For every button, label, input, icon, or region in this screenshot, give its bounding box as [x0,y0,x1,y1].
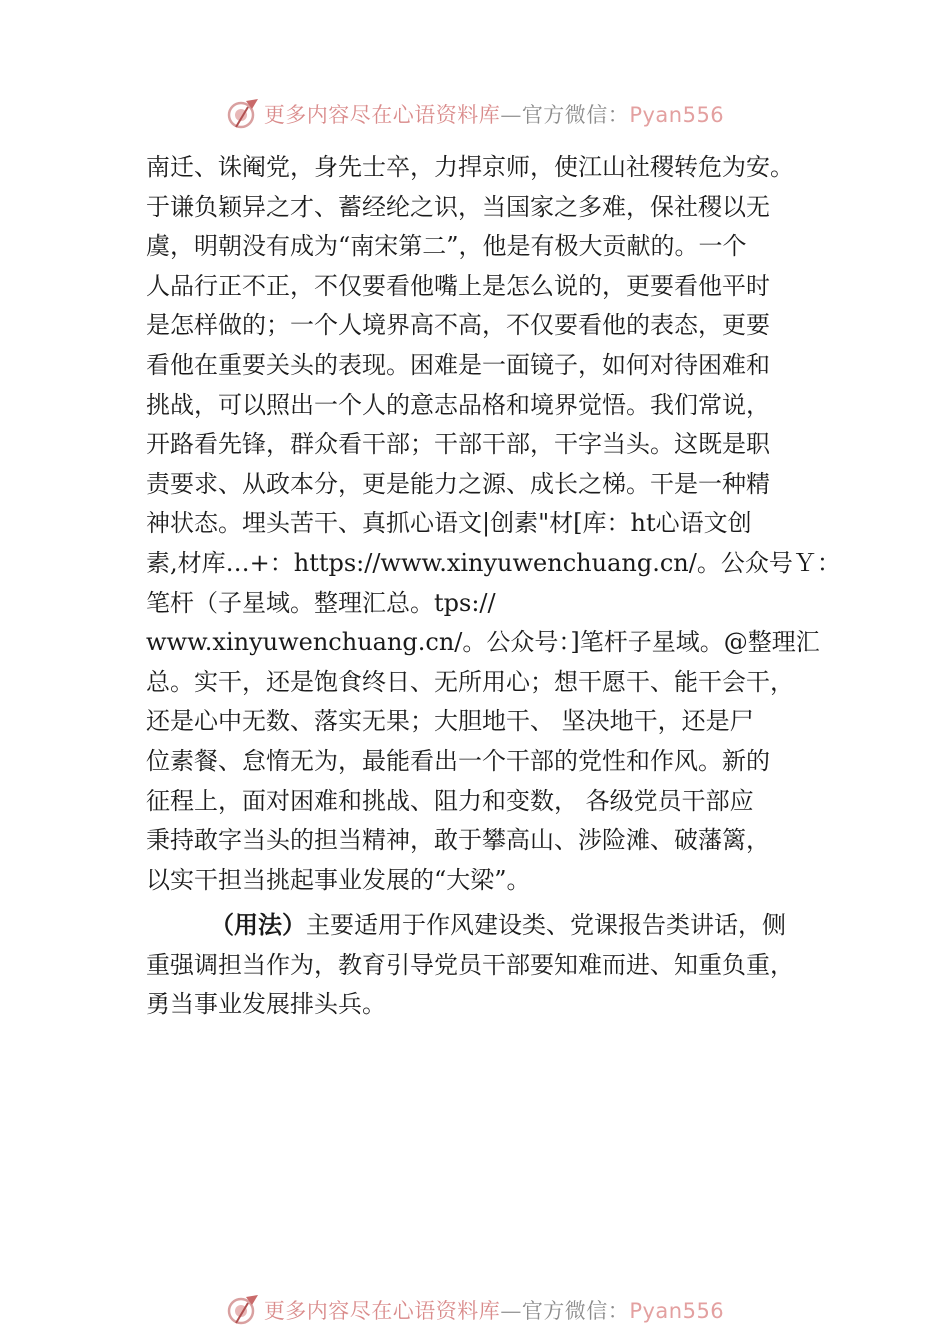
watermark-wechat-id: Pyan556 [629,103,725,127]
body-line: 挑战，可以照出一个人的意志品格和境界觉悟。我们常说， [146,390,770,419]
footer-watermark [0,1290,950,1330]
body-line: 看他在重要关头的表现。困难是一面镜子，如何对待困难和 [146,350,770,379]
watermark-text [264,1295,724,1325]
body-line: 以实干担当挑起事业发展的“大梁”。 [146,865,531,894]
body-line: 南迁、诛阉党，身先士卒，力捍京师，使江山社稷转危为安。 [146,153,794,181]
body-line: 开路看先锋，群众看干部；干部干部，干字当头。这既是职 [146,430,770,459]
body-line: 素,材库…+：https://www.xinyuwenchuang.cn/。公众号Ｙ： [146,548,841,577]
body-line: 人品行正不正，不仅要看他嘴上是怎么说的，更要看他平时 [146,271,770,300]
watermark-wechat-id: Pyan556 [629,1299,725,1323]
watermark-site: 更多内容尽在心语资料库 [263,103,501,127]
brand-logo-icon [226,1293,260,1327]
usage-line: 主要适用于作风建设类、党课报告类讲话，侧 [306,911,786,940]
body-line: 神状态。埋头苦干、真抓心语文|创素"材[库：ht心语文创 [146,509,752,538]
usage-line: 重强调担当作为，教育引导党员干部要知难而进、知重负重， [146,950,794,979]
watermark-text [264,99,724,129]
body-line: 还是心中无数、落实无果；大胆地干、 坚决地干，还是尸 [146,707,754,736]
usage-line: 勇当事业发展排头兵。 [146,990,386,1019]
watermark-dash: — [500,103,522,127]
body-line: 责要求、从政本分，更是能力之源、成长之梯。干是一种精 [146,469,770,498]
watermark-site: 更多内容尽在心语资料库 [263,1299,501,1323]
header-watermark [0,94,950,134]
body-line: 位素餐、怠惰无为，最能看出一个干部的党性和作风。新的 [146,746,770,775]
watermark-dash: — [500,1299,522,1323]
body-paragraph [146,148,841,900]
document-body [146,148,841,1025]
body-line: 征程上，面对困难和挑战、阻力和变数， 各级党员干部应 [146,786,754,815]
body-line: www.xinyuwenchuang.cn/。公众号：]笔杆子星域。@整理汇 [146,628,820,657]
body-line: 虞，明朝没有成为“南宋第二”，他是有极大贡献的。一个 [146,232,747,261]
usage-label: （用法） [210,911,306,940]
usage-paragraph [146,906,826,1025]
body-line: 笔杆（子星域。整理汇总。tps:// [146,588,496,617]
usage-first-line [146,906,826,946]
body-line: 总。实干，还是饱食终日、无所用心；想干愿干、能干会干， [146,667,794,696]
watermark-wechat-label: 官方微信： [521,1299,630,1323]
watermark-wechat-label: 官方微信： [521,103,630,127]
body-line: 秉持敢字当头的担当精神，敢于攀高山、涉险滩、破藩篱， [146,826,770,855]
body-line: 于谦负颖异之才、蓄经纶之识，当国家之多难，保社稷以无 [146,192,770,221]
brand-logo-icon [226,97,260,131]
body-line: 是怎样做的；一个人境界高不高，不仅要看他的表态，更要 [146,311,770,340]
